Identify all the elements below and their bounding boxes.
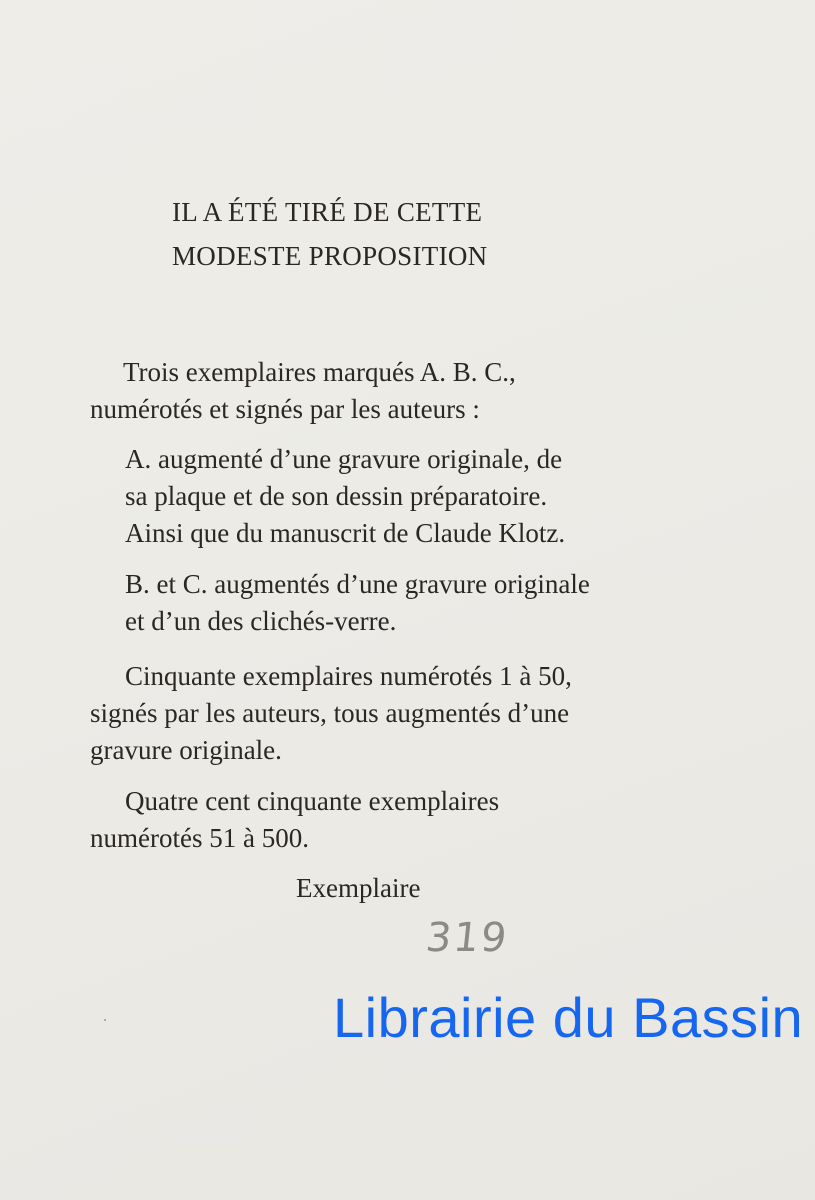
paragraph-line: et d’un des clichés-verre. (125, 606, 397, 636)
paragraph-line: B. et C. augmentés d’une gravure originale (125, 569, 590, 599)
paper-speck (104, 1019, 106, 1021)
heading-line-2: MODESTE PROPOSITION (172, 241, 488, 271)
paragraph-line: sa plaque et de son dessin préparatoire. (125, 481, 548, 511)
handwritten-copy-number: 319 (423, 915, 511, 961)
paragraph-line: gravure originale. (90, 735, 282, 765)
paragraph-line: Quatre cent cinquante exemplaires (125, 786, 500, 816)
paragraph-line: numérotés 51 à 500. (90, 823, 309, 853)
paragraph-line: A. augmenté d’une gravure originale, de (125, 444, 563, 474)
paragraph-line: Ainsi que du manuscrit de Claude Klotz. (125, 518, 566, 548)
paragraph-four-hundred-fifty-copies (90, 783, 499, 857)
paragraph-copies-b-c (125, 566, 590, 640)
paragraph-fifty-copies (90, 658, 572, 769)
paragraph-abc-copies (90, 354, 516, 428)
paragraph-line: Cinquante exemplaires numérotés 1 à 50, (125, 661, 572, 691)
exemplaire-label: Exemplaire (296, 873, 421, 903)
heading-line-1: IL A ÉTÉ TIRÉ DE CETTE (172, 197, 483, 227)
paragraph-line: Trois exemplaires marqués A. B. C., (123, 357, 516, 387)
bookseller-watermark: Librairie du Bassin (333, 986, 804, 1049)
paragraph-line: signés par les auteurs, tous augmentés d’une (90, 698, 570, 728)
justification-heading (172, 190, 592, 278)
paragraph-copy-a (125, 441, 565, 552)
paragraph-line: numérotés et signés par les auteurs : (90, 394, 480, 424)
